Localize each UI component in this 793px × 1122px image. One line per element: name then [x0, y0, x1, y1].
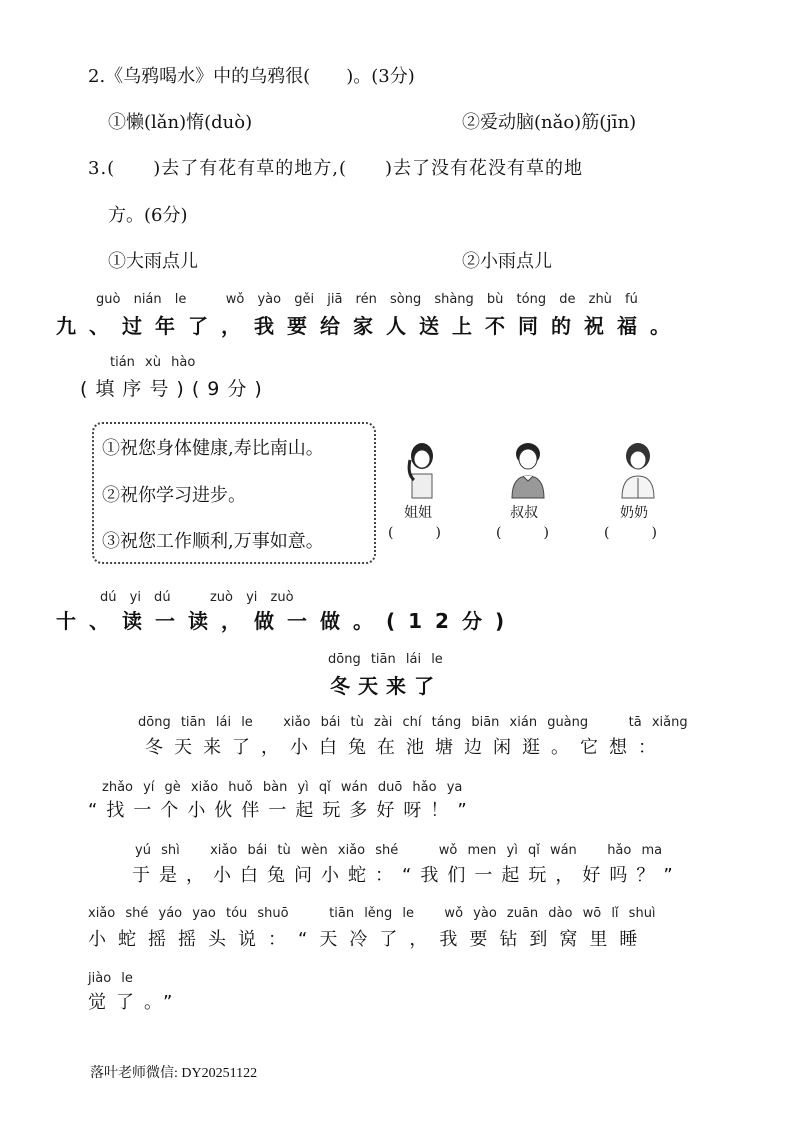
- story-line-3-pinyin: yú shì xiǎo bái tù wèn xiǎo shé wǒ men yì qǐ wán hǎo ma: [135, 843, 663, 858]
- wish-3: ③祝您工作顺利,万事如意。: [102, 531, 324, 552]
- story-line-5-pinyin: jiào le: [88, 971, 133, 986]
- sister-illustration: [402, 440, 442, 500]
- q2-option-1: ①懒(lǎn)惰(duò): [108, 112, 253, 133]
- story-line-2: “找一个小伙伴一起玩多好呀！”: [88, 800, 476, 821]
- person-name-grandma: 奶奶: [620, 505, 648, 521]
- answer-blank-sister[interactable]: ( ): [388, 525, 441, 541]
- section-9-sub: (填序号)(9分): [80, 378, 270, 400]
- section-10-title: 十、读一读，做一做。(12分): [56, 609, 518, 633]
- question-2: 2.《乌鸦喝水》中的乌鸦很( )。(3分): [88, 66, 415, 87]
- grandma-illustration: [618, 440, 658, 500]
- section-9-title: 九、过年了，我要给家人送上不同的祝福。: [56, 314, 683, 338]
- uncle-illustration: [508, 440, 548, 500]
- q2-option-2: ②爱动脑(nǎo)筋(jīn): [462, 112, 637, 133]
- story-line-3: 于是，小白兔问小蛇：“我们一起玩，好吗？”: [132, 865, 682, 886]
- answer-blank-uncle[interactable]: ( ): [496, 525, 549, 541]
- answer-blank-grandma[interactable]: ( ): [604, 525, 657, 541]
- question-3: 3.( )去了有花有草的地方,( )去了没有花没有草的地: [88, 158, 583, 179]
- story-line-2-pinyin: zhǎo yí gè xiǎo huǒ bàn yì qǐ wán duō hǎo ya: [102, 780, 463, 795]
- q3-option-1: ①大雨点儿: [108, 251, 198, 272]
- question-3-cont: 方。(6分): [108, 205, 188, 226]
- section-10-pinyin: dú yi dú zuò yi zuò: [100, 590, 294, 605]
- person-name-sister: 姐姐: [404, 505, 432, 521]
- section-9-sub-pinyin: tián xù hào: [110, 355, 196, 370]
- q3-option-2: ②小雨点儿: [462, 251, 552, 272]
- wish-1: ①祝您身体健康,寿比南山。: [102, 438, 324, 459]
- story-title: 冬天来了: [330, 674, 442, 698]
- wish-2: ②祝你学习进步。: [102, 485, 246, 506]
- story-line-5: 觉了。”: [88, 992, 183, 1013]
- story-title-pinyin: dōng tiān lái le: [328, 652, 443, 667]
- footer-contact: 落叶老师微信: DY20251122: [90, 1066, 258, 1081]
- story-line-1: 冬天来了，小白兔在池塘边闲逛。它想：: [145, 737, 667, 758]
- person-name-uncle: 叔叔: [510, 505, 538, 521]
- story-line-4: 小蛇摇摇头说：“天冷了，我要钻到窝里睡: [88, 929, 650, 950]
- story-line-4-pinyin: xiǎo shé yáo yao tóu shuō tiān lěng le wǒ yào zuān dào wō lǐ shuì: [88, 906, 656, 921]
- story-line-1-pinyin: dōng tiān lái le xiǎo bái tù zài chí táng biān xián guàng tā xiǎng: [138, 715, 688, 730]
- section-9-pinyin: guò nián le wǒ yào gěi jiā rén sòng shàng bù tóng de zhù fú: [96, 292, 638, 307]
